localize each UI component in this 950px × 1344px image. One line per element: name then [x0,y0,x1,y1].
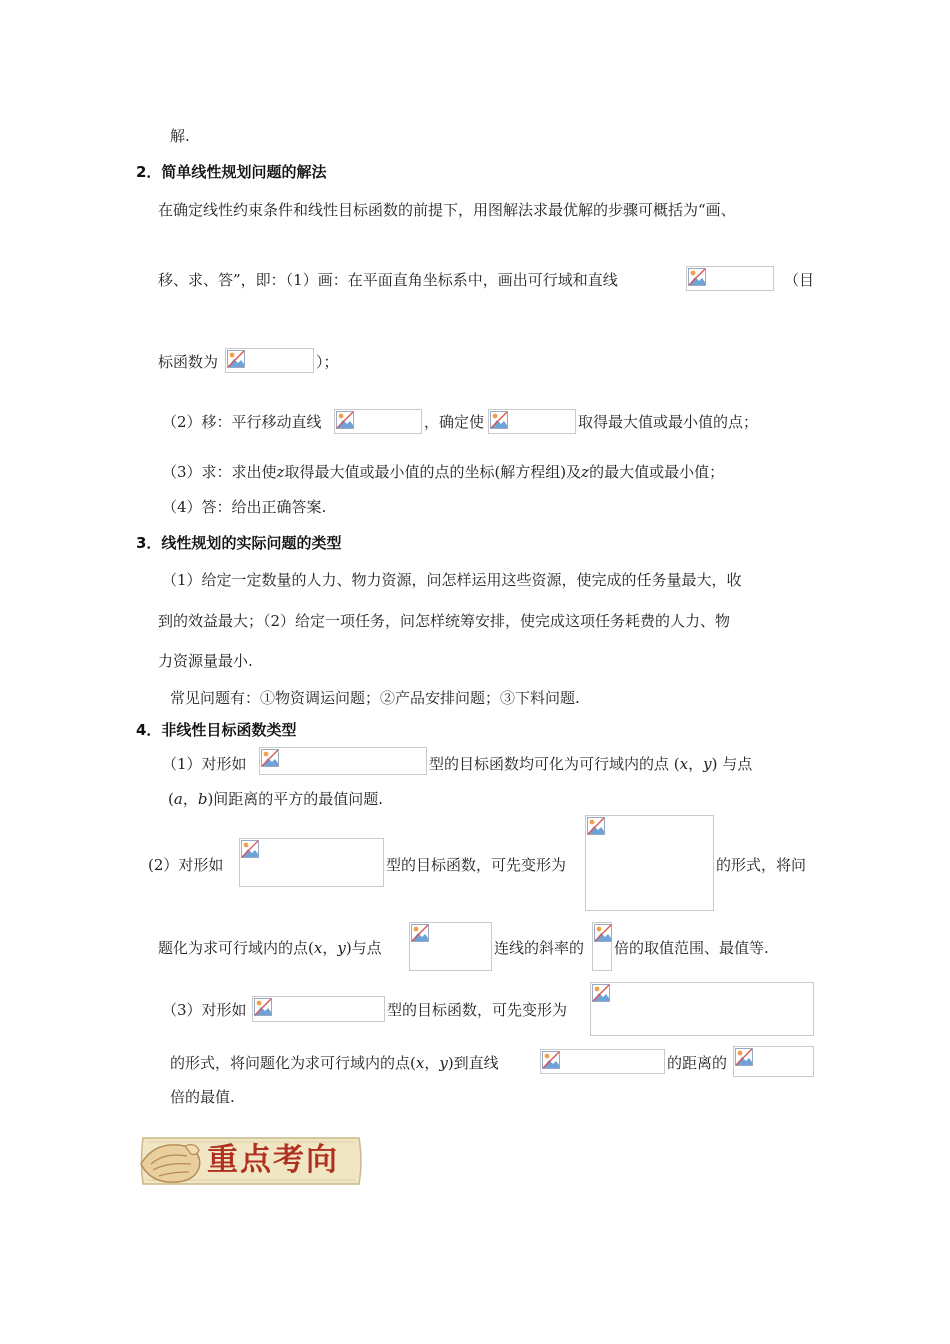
paragraph-line: 倍的取值范围、最值等. [614,939,769,957]
paragraph-line: 型的目标函数，可先变形为 [387,1001,568,1019]
paragraph-line: (2）对形如 [148,856,224,874]
paragraph-line: ）； [316,353,339,371]
section-heading-2: 2．简单线性规划问题的解法 [136,163,327,181]
paragraph-line: （目 [784,271,815,289]
paragraph-line: 常见问题有：①物资调运问题；②产品安排问题；③下料问题. [170,689,580,707]
broken-image-icon [542,1051,560,1069]
broken-formula-image [585,815,714,911]
paragraph-line: 型的目标函数均可化为可行域内的点 (x，y) 与点 [429,755,753,773]
paragraph-line: 标函数为 [158,353,219,371]
broken-image-icon [587,817,605,835]
paragraph-line: 倍的最值. [170,1088,235,1106]
broken-image-icon [592,984,610,1002]
section-banner [137,1130,365,1192]
broken-image-icon [227,350,245,368]
broken-image-icon [490,411,508,429]
paragraph-line: 的形式，将问 [716,856,807,874]
paragraph-line: 连线的斜率的 [494,939,585,957]
paragraph-line: （3）求：求出使z取得最大值或最小值的点的坐标(解方程组)及z的最大值或最小值； [162,463,725,481]
broken-image-icon [411,924,429,942]
paragraph-line: 到的效益最大；（2）给定一项任务，问怎样统筹安排，使完成这项任务耗费的人力、物 [158,612,731,630]
paragraph-line: （4）答：给出正确答案. [162,498,327,516]
broken-formula-image [733,1046,814,1077]
broken-image-icon [336,411,354,429]
broken-formula-image [686,266,774,291]
broken-formula-image [488,409,576,434]
broken-formula-image [334,409,422,434]
paragraph-line: 在确定线性约束条件和线性目标函数的前提下，用图解法求最优解的步骤可概括为“画、 [158,201,736,219]
paragraph-line: (a，b)间距离的平方的最值问题. [168,790,384,808]
paragraph-line: ，确定使 [424,413,485,431]
banner-title: 重点考向 [207,1142,339,1178]
paragraph-line: （1）给定一定数量的人力、物力资源，问怎样运用这些资源，使完成的任务量最大，收 [162,571,742,589]
broken-image-icon [254,998,272,1016]
section-heading-3: 3．线性规划的实际问题的类型 [136,534,342,552]
paragraph-line: （3）对形如 [162,1001,247,1019]
broken-formula-image [252,996,385,1022]
broken-image-icon [735,1048,753,1066]
broken-formula-image [259,747,427,775]
paragraph-line: 型的目标函数，可先变形为 [386,856,567,874]
paragraph-line: 解. [170,127,190,145]
broken-image-icon [241,840,259,858]
broken-formula-image [225,348,314,373]
broken-image-icon [594,924,612,942]
paragraph-line: 移、求、答”，即：（1）画：在平面直角坐标系中，画出可行域和直线 [158,271,618,289]
paragraph-line: （2）移：平行移动直线 [162,413,322,431]
broken-formula-image [540,1049,665,1074]
paragraph-line: 题化为求可行域内的点(x，y)与点 [158,939,382,957]
broken-image-icon [688,268,706,286]
section-heading-4: 4．非线性目标函数类型 [136,721,297,739]
broken-image-icon [261,749,279,767]
paragraph-line: 取得最大值或最小值的点； [578,413,759,431]
broken-formula-image [590,982,814,1036]
paragraph-line: 的距离的 [667,1054,728,1072]
paragraph-line: （1）对形如 [162,755,247,773]
paragraph-line: 力资源量最小. [158,652,253,670]
paragraph-line: 的形式，将问题化为求可行域内的点(x，y)到直线 [170,1054,499,1072]
broken-formula-image [409,922,492,971]
broken-formula-image [592,922,612,971]
broken-formula-image [239,838,384,887]
